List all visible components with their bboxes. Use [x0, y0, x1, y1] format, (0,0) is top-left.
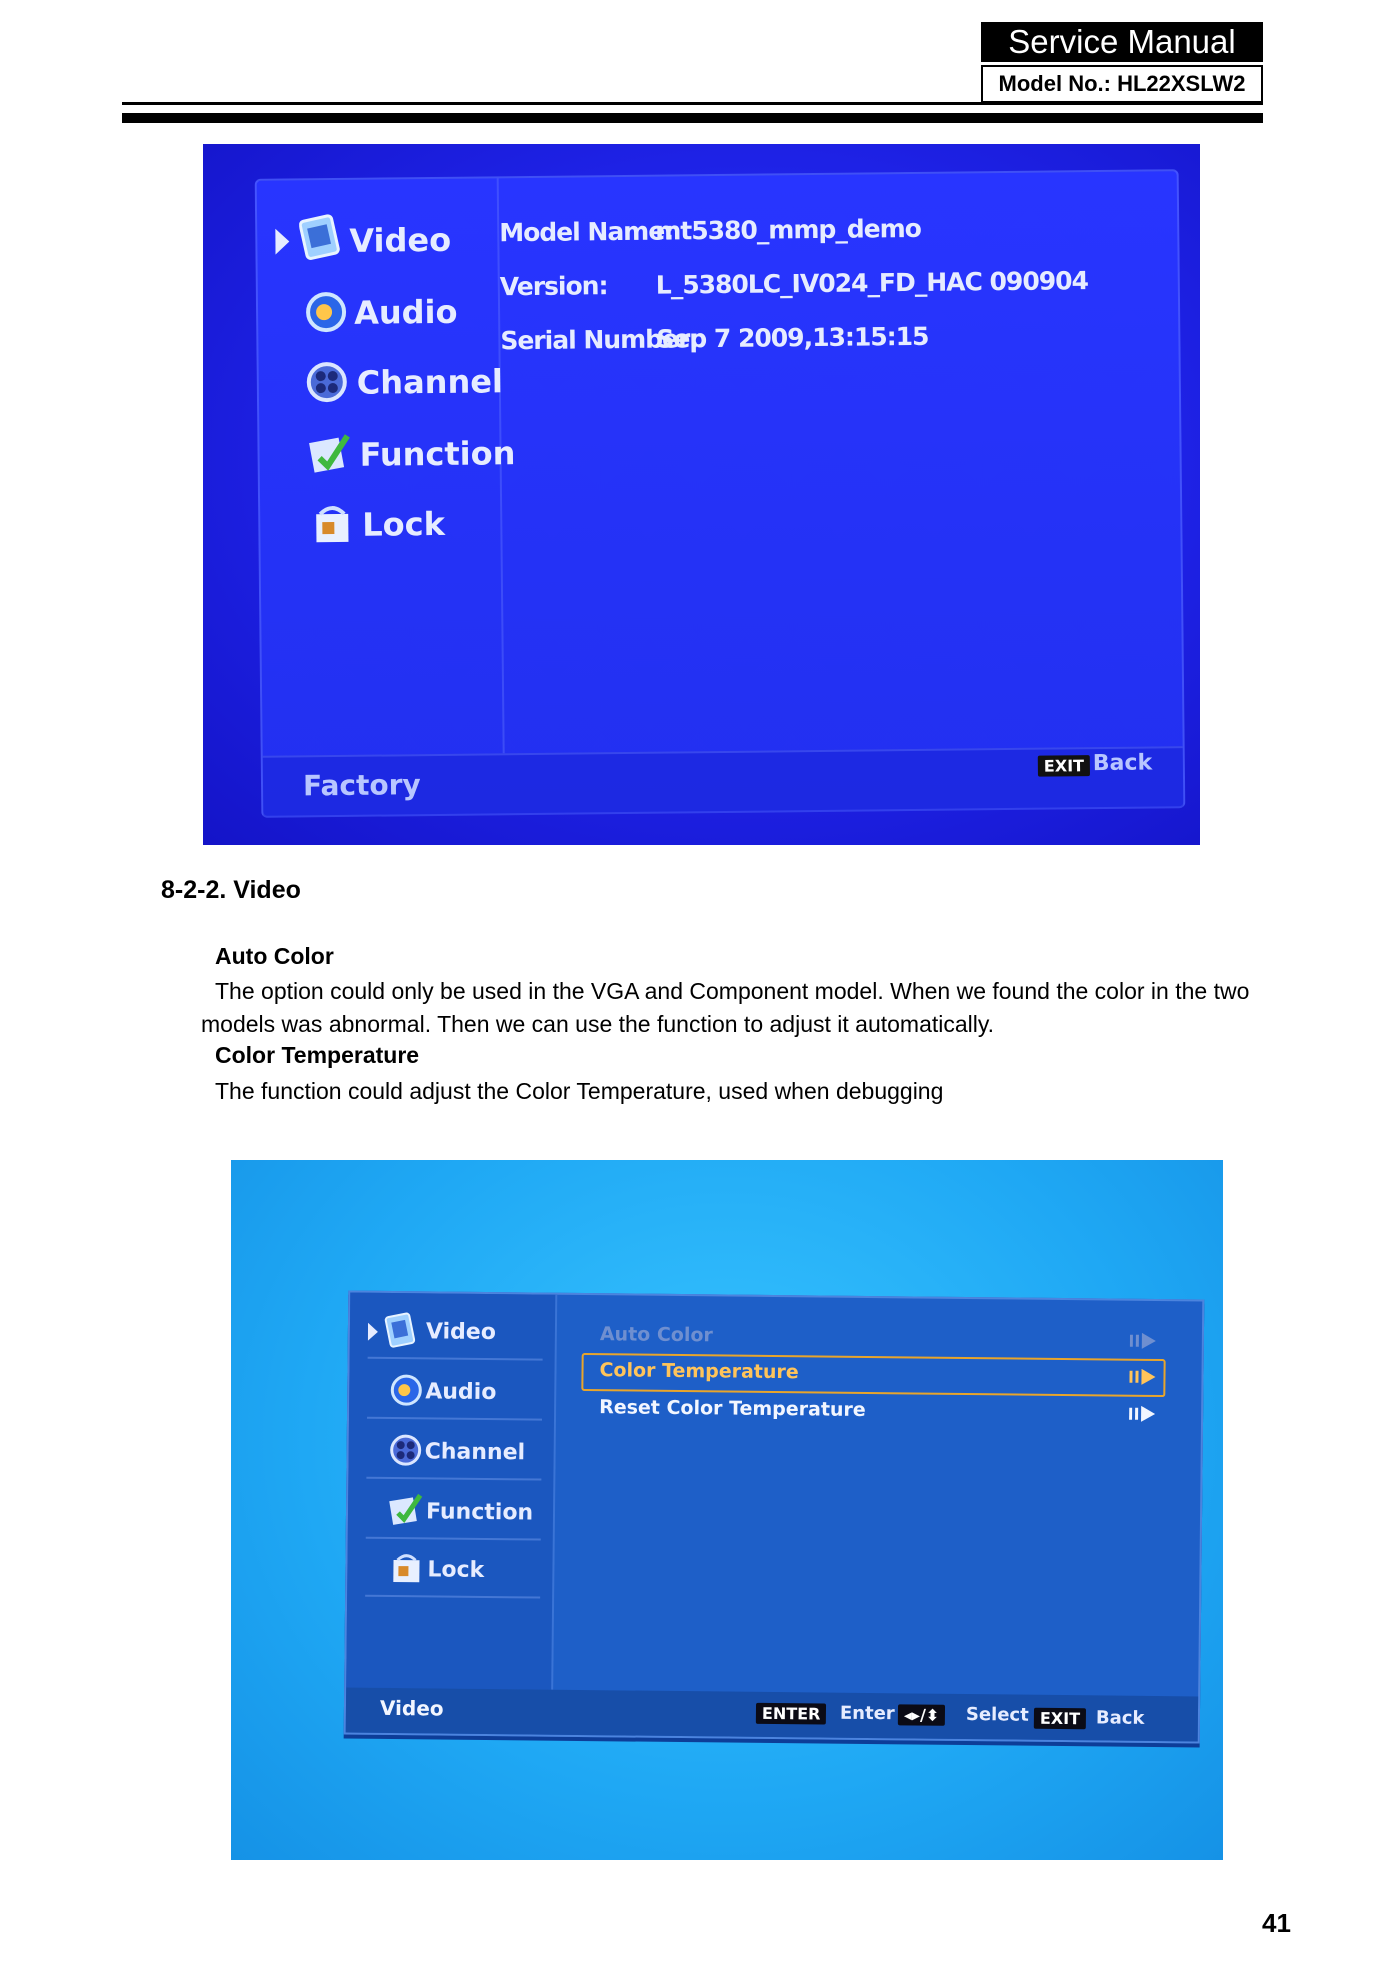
video-menu-photo [231, 1160, 1223, 1860]
factory-menu-photo [203, 144, 1200, 845]
function-icon [307, 430, 353, 476]
menu-item-function: Function [359, 434, 516, 474]
menu-separator [366, 1477, 541, 1481]
menu-item-audio: Audio [425, 1379, 497, 1406]
info-key-serial-number: Serial Number: [500, 324, 699, 356]
info-key-version: Version: [499, 271, 608, 302]
navigation-key: ◂▸/⬍ [898, 1704, 946, 1725]
channel-icon [305, 360, 349, 404]
enter-label: Enter [839, 1702, 895, 1725]
osd-footer [346, 1688, 1198, 1742]
menu-separator [366, 1537, 541, 1541]
menu-item-lock: Lock [362, 504, 446, 544]
menu-item-channel: Channel [356, 362, 504, 402]
header-title: Service Manual [981, 22, 1263, 62]
select-label: Select [965, 1704, 1029, 1726]
exit-label: Back [1095, 1707, 1145, 1729]
menu-pointer-icon [368, 1323, 378, 1341]
info-value-model-name: mt5380_mmp_demo [655, 213, 922, 246]
menu-separator [367, 1417, 542, 1421]
lock-icon [310, 502, 354, 546]
menu-separator [365, 1595, 540, 1599]
submenu-arrow-icon [1129, 1369, 1155, 1385]
osd-menu-column [346, 1293, 557, 1690]
header-rule-thick [122, 113, 1263, 123]
model-number: Model No.: HL22XSLW2 [981, 65, 1263, 103]
option-auto-color: Auto Color [599, 1323, 713, 1347]
subheading-color-temperature: Color Temperature [215, 1042, 420, 1068]
info-key-model-name: Model Name: [499, 216, 674, 248]
paragraph-auto-color: The option could only be used in the VGA and Component model. When we found the color in the two models was abnormal. Then we can use the function to adjust it automatically. [201, 978, 1250, 1037]
exit-label: Back [1092, 750, 1153, 777]
osd-footer [263, 746, 1184, 818]
audio-icon [304, 290, 348, 334]
lock-icon [389, 1551, 423, 1585]
video-icon [384, 1311, 420, 1351]
footer-title: Video [379, 1695, 444, 1721]
option-color-temperature[interactable]: Color Temperature [599, 1359, 799, 1384]
submenu-arrow-icon [1130, 1333, 1156, 1349]
menu-item-channel: Channel [424, 1439, 526, 1466]
function-icon [388, 1491, 426, 1527]
menu-item-video: Video [349, 220, 452, 260]
subheading-auto-color: Auto Color [215, 943, 334, 969]
osd-panel [255, 169, 1186, 818]
footer-title: Factory [302, 768, 421, 803]
menu-item-video: Video [425, 1319, 497, 1346]
page-number: 41 [1262, 1908, 1291, 1938]
osd-panel [344, 1291, 1205, 1744]
menu-item-lock: Lock [427, 1557, 485, 1583]
menu-separator [368, 1357, 543, 1361]
section-heading: 8-2-2. Video [161, 876, 301, 904]
channel-icon [389, 1433, 423, 1467]
enter-key: ENTER [756, 1703, 827, 1725]
header-rule-thin [122, 102, 1263, 105]
option-reset-color-temperature[interactable]: Reset Color Temperature [599, 1396, 866, 1421]
paragraph-color-temperature: The function could adjust the Color Temperature, used when debugging [215, 1078, 944, 1104]
menu-item-audio: Audio [353, 292, 458, 332]
info-value-version: L_5380LC_IV024_FD_HAC 090904 [655, 266, 1089, 300]
menu-item-function: Function [425, 1499, 534, 1526]
audio-icon [389, 1373, 423, 1407]
exit-key: EXIT [1038, 755, 1090, 777]
info-value-serial-number: Sep 7 2009,13:15:15 [656, 321, 929, 354]
menu-pointer-icon [275, 228, 289, 254]
video-icon [299, 214, 346, 266]
osd-menu-column [257, 178, 516, 756]
submenu-arrow-icon [1129, 1406, 1155, 1422]
exit-key: EXIT [1034, 1708, 1086, 1730]
